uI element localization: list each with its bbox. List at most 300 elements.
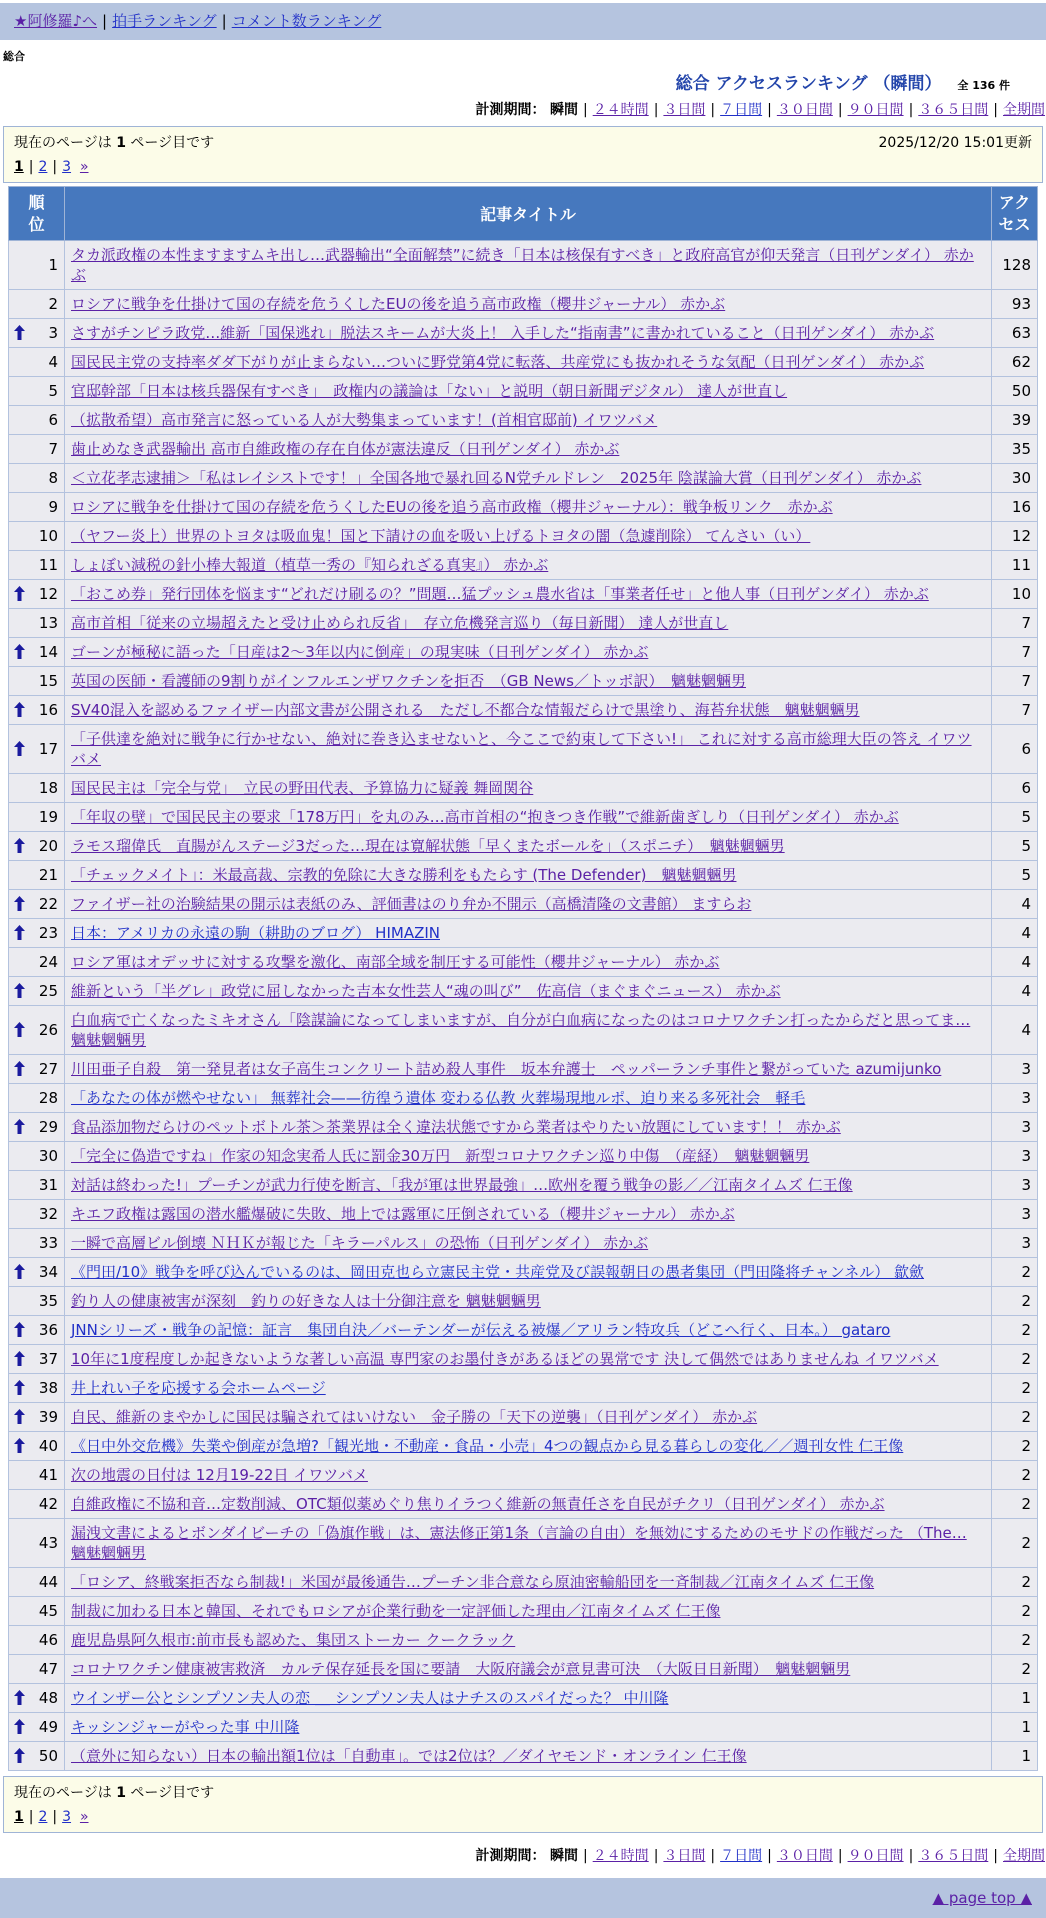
- up-arrow-icon: [14, 1264, 25, 1279]
- period-link[interactable]: ３６５日間: [918, 102, 989, 118]
- article-link[interactable]: 鹿児島県阿久根市:前市長も認めた、集団ストーカー クークラック: [71, 1631, 516, 1650]
- access-count: 3: [992, 1142, 1038, 1171]
- article-link[interactable]: キエフ政権は露国の潜水艦爆破に失敗、地上では露軍に圧倒されている（櫻井ジャーナル） 赤かぶ: [71, 1205, 735, 1224]
- rank-cell: [9, 522, 65, 551]
- article-title-cell: [65, 1432, 992, 1461]
- rank-number: 36: [38, 1321, 58, 1340]
- article-link[interactable]: （拡散希望）高市発言に怒っている人が大勢集まっています！(首相官邸前) イワツバメ: [71, 411, 658, 430]
- rank-cell: [9, 725, 65, 774]
- article-link[interactable]: 井上れい子を応援する会ホームページ: [71, 1379, 326, 1398]
- rank-cell: [9, 696, 65, 725]
- period-nav-items: [550, 1848, 1045, 1864]
- access-count: 2: [992, 1432, 1038, 1461]
- rank-number: 35: [38, 1292, 58, 1311]
- rank-number: 25: [38, 982, 58, 1001]
- up-arrow-icon: [14, 838, 25, 853]
- table-row: [9, 1287, 1038, 1316]
- article-link[interactable]: 対話は終わった!」プーチンが武力行使を断言、「我が軍は世界最強」…欧州を覆う戦争の影／／江南タイムズ 仁王像: [71, 1176, 853, 1195]
- period-link[interactable]: ７日間: [720, 1848, 763, 1865]
- article-link[interactable]: タカ派政権の本性ますますムキ出し…武器輸出“全面解禁”に続き「日本は核保有すべき」と政府高官が仰天発言（日刊ゲンダイ） 赤かぶ: [71, 246, 974, 285]
- table-row: [9, 522, 1038, 551]
- article-title-cell: [65, 861, 992, 890]
- rank-cell: [9, 1684, 65, 1713]
- separator: |: [102, 12, 108, 30]
- rank-cell: [9, 1490, 65, 1519]
- rank-number: 40: [38, 1437, 58, 1456]
- table-row: [9, 803, 1038, 832]
- separator: |: [221, 12, 227, 30]
- article-link[interactable]: 日本：アメリカの永遠の駒（耕助のブログ） HIMAZIN: [71, 924, 440, 943]
- rank-cell: [9, 832, 65, 861]
- up-arrow-icon: [14, 896, 25, 911]
- separator: |: [28, 1809, 34, 1826]
- access-count: 2: [992, 1287, 1038, 1316]
- table-row: [9, 1171, 1038, 1200]
- rank-cell: [9, 1597, 65, 1626]
- rank-cell: [9, 1742, 65, 1771]
- table-row: [9, 1432, 1038, 1461]
- article-link[interactable]: 英国の医師・看護師の9割りがインフルエンザワクチンを拒否 （GB News／トッポ訳） 魑魅魍魎男: [71, 672, 746, 691]
- top-nav: [14, 12, 381, 30]
- article-link[interactable]: （意外に知らない）日本の輸出額1位は「自動車」。では2位は？／ダイヤモンド・オンライン 仁王像: [71, 1747, 747, 1766]
- article-title-cell: [65, 1345, 992, 1374]
- access-count: 3: [992, 1229, 1038, 1258]
- separator: |: [837, 1848, 843, 1865]
- period-nav-items: [550, 102, 1045, 118]
- rank-number: 4: [48, 353, 58, 372]
- article-title-cell: [65, 1055, 992, 1084]
- article-link[interactable]: 《門田/10》戦争を呼び込んでいるのは、岡田克也ら立憲民主党・共産党及び誤報朝日の愚者集団（門田隆将チャンネル） 歙歛: [71, 1263, 925, 1282]
- article-link[interactable]: 「あなたの体が燃やせない」 無葬社会——彷徨う遺体 変わる仏教 火葬場現地ルポ、迫り来る多死社会 軽毛: [71, 1089, 806, 1108]
- table-row: [9, 890, 1038, 919]
- access-count: 6: [992, 774, 1038, 803]
- top-nav-bar: [0, 3, 1046, 40]
- access-count: 30: [992, 464, 1038, 493]
- period-link[interactable]: 全期間: [1003, 1848, 1045, 1865]
- access-count: 16: [992, 493, 1038, 522]
- ranking-table: [8, 186, 1038, 1771]
- table-row: [9, 290, 1038, 319]
- rank-number: 50: [38, 1747, 58, 1766]
- rank-cell: [9, 1316, 65, 1345]
- separator: |: [908, 1848, 914, 1865]
- rank-cell: [9, 638, 65, 667]
- separator: |: [653, 102, 659, 118]
- board-label: 総合: [3, 50, 25, 63]
- ranking-table-body: [9, 241, 1038, 1771]
- separator: |: [653, 1848, 659, 1865]
- period-nav-label: 計測期間：: [475, 1848, 546, 1865]
- article-link[interactable]: 「完全に偽造ですね」作家の知念実希人氏に罰金30万円 新型コロナワクチン巡り中傷 （産経） 魑魅魍魎男: [71, 1147, 810, 1166]
- rank-cell: [9, 1200, 65, 1229]
- period-link[interactable]: ３０日間: [776, 1848, 833, 1865]
- access-count: 50: [992, 377, 1038, 406]
- up-arrow-icon: [14, 983, 25, 998]
- article-title-cell: [65, 1113, 992, 1142]
- article-title-cell: [65, 832, 992, 861]
- article-link[interactable]: 川田亜子自殺 第一発見者は女子高生コンクリート詰め殺人事件 坂本弁護士 ペッパーランチ事件と繋がっていた azumijunko: [71, 1060, 942, 1079]
- rank-number: 47: [38, 1660, 58, 1679]
- article-title-cell: [65, 1519, 992, 1568]
- table-row: [9, 377, 1038, 406]
- period-link[interactable]: ３０日間: [776, 102, 833, 118]
- article-link[interactable]: ウインザー公とシンプソン夫人の恋 ＿ シンプソン夫人はナチスのスパイだった？ 中川隆: [71, 1689, 669, 1708]
- rank-number: 16: [38, 701, 58, 720]
- table-row: [9, 1345, 1038, 1374]
- pagination-link[interactable]: 3: [62, 1809, 72, 1826]
- article-link[interactable]: 10年に1度程度しか起きないような著しい高温 専門家のお墨付きがあるほどの異常です 決して偶然ではありませんね イワツバメ: [71, 1350, 939, 1369]
- rank-cell: [9, 435, 65, 464]
- table-row: [9, 919, 1038, 948]
- pagination-link[interactable]: 3: [62, 159, 72, 175]
- rank-number: 43: [38, 1534, 58, 1553]
- access-count: 7: [992, 609, 1038, 638]
- table-row: [9, 1403, 1038, 1432]
- access-count: 5: [992, 832, 1038, 861]
- table-row: [9, 1461, 1038, 1490]
- rank-cell: [9, 1113, 65, 1142]
- rank-cell: [9, 1655, 65, 1684]
- article-link[interactable]: ロシアに戦争を仕掛けて国の存続を危うくしたEUの後を追う高市政権（櫻井ジャーナル）：戦争板リンク 赤かぶ: [71, 498, 833, 517]
- period-link[interactable]: ９０日間: [847, 102, 904, 118]
- article-title-cell: [65, 377, 992, 406]
- table-row: [9, 609, 1038, 638]
- rank-cell: [9, 406, 65, 435]
- rank-cell: [9, 609, 65, 638]
- article-title-cell: [65, 1655, 992, 1684]
- article-title-cell: [65, 1684, 992, 1713]
- article-link[interactable]: 国民民主党の支持率ダダ下がりが止まらない…ついに野党第4党に転落、共産党にも抜かれそうな気配（日刊ゲンダイ） 赤かぶ: [71, 353, 925, 372]
- rank-cell: [9, 551, 65, 580]
- article-link[interactable]: 国民民主は「完全与党」 立民の野田代表、予算協力に疑義 舞岡関谷: [71, 779, 534, 798]
- separator: |: [908, 102, 914, 118]
- article-link[interactable]: ロシアに戦争を仕掛けて国の存続を危うくしたEUの後を追う高市政権（櫻井ジャーナル） 赤かぶ: [71, 295, 726, 314]
- period-link[interactable]: ３日間: [663, 102, 706, 118]
- article-title-cell: [65, 638, 992, 667]
- article-title-cell: [65, 1084, 992, 1113]
- period-link[interactable]: ２４時間: [592, 102, 649, 118]
- period-nav-bottom: [0, 1836, 1046, 1868]
- table-row: [9, 948, 1038, 977]
- rank-cell: [9, 1084, 65, 1113]
- current-page-text: 現在のページは 1 ページ目です: [14, 1785, 215, 1802]
- article-title-cell: [65, 609, 992, 638]
- article-title-cell: [65, 290, 992, 319]
- page-top-link[interactable]: ▲ page top ▲: [932, 1889, 1032, 1908]
- access-count: 4: [992, 948, 1038, 977]
- article-link[interactable]: 漏洩文書によるとボンダイビーチの「偽旗作戦」は、憲法修正第1条（言論の自由）を無効にするためのモサドの作戦だった （The… 魑魅魍魎男: [71, 1524, 967, 1563]
- article-link[interactable]: ロシア軍はオデッサに対する攻撃を激化、南部全域を制圧する可能性（櫻井ジャーナル） 赤かぶ: [71, 953, 720, 972]
- access-count: 2: [992, 1316, 1038, 1345]
- rank-cell: [9, 977, 65, 1006]
- article-link[interactable]: 自民、維新のまやかしに国民は騙されてはいけない 金子勝の「天下の逆襲」（日刊ゲンダイ） 赤かぶ: [71, 1408, 758, 1427]
- pagination-link[interactable]: 2: [38, 1809, 48, 1826]
- access-count: 3: [992, 1055, 1038, 1084]
- table-row: [9, 464, 1038, 493]
- article-link[interactable]: ＜立花孝志逮捕＞「私はレイシストです！」全国各地で暴れ回るN党チルドレン 2025年 陰謀論大賞（日刊ゲンダイ） 赤かぶ: [71, 469, 922, 488]
- article-title-cell: [65, 348, 992, 377]
- rank-number: 32: [38, 1205, 58, 1224]
- table-row: [9, 1316, 1038, 1345]
- page-title-text: 総合 アクセスランキング （瞬間）: [675, 74, 942, 94]
- rank-number: 19: [38, 808, 58, 827]
- rank-cell: [9, 1287, 65, 1316]
- access-count: 11: [992, 551, 1038, 580]
- period-link[interactable]: ２４時間: [592, 1848, 649, 1865]
- rank-cell: [9, 464, 65, 493]
- article-title-cell: [65, 1568, 992, 1597]
- article-link[interactable]: JNNシリーズ・戦争の記憶：証言 集団自決／バーテンダーが伝える被爆／アリラン特攻兵（どこへ行く、日本。） gataro: [71, 1321, 891, 1340]
- article-title-cell: [65, 319, 992, 348]
- top-nav-link[interactable]: 拍手ランキング: [112, 12, 217, 30]
- up-arrow-icon: [14, 1061, 25, 1076]
- article-title-cell: [65, 435, 992, 464]
- total-count: 全 136 件: [957, 79, 1010, 92]
- article-link[interactable]: 《日中外交危機》失業や倒産が急増?「観光地・不動産・食品・小売」4つの観点から見る暮らしの変化／／週刊女性 仁王像: [71, 1437, 904, 1456]
- article-link[interactable]: ラモス瑠偉氏 直腸がんステージ3だった…現在は寛解状態「早くまたボールを」（スポニチ） 魑魅魍魎男: [71, 837, 785, 856]
- rank-number: 28: [38, 1089, 58, 1108]
- access-count: 3: [992, 1084, 1038, 1113]
- article-link[interactable]: 食品添加物だらけのペットボトル茶＞茶業界は全く違法状態ですから業者はやりたい放題にしています！！ 赤かぶ: [71, 1118, 841, 1137]
- article-link[interactable]: 自維政権に不協和音…定数削減、OTC類似薬めぐり焦りイラつく維新の無責任さを自民がチクリ（日刊ゲンダイ） 赤かぶ: [71, 1495, 885, 1514]
- up-arrow-icon: [14, 644, 25, 659]
- rank-cell: [9, 493, 65, 522]
- article-title-cell: [65, 919, 992, 948]
- article-link[interactable]: 高市首相「従来の立場超えたと受け止められ反省」 存立危機発言巡り（毎日新聞） 達人が世直し: [71, 614, 729, 633]
- up-arrow-icon: [14, 702, 25, 717]
- column-header-rank: 順位: [9, 187, 65, 241]
- table-row: [9, 241, 1038, 290]
- article-link[interactable]: 釣り人の健康被害が深刻 釣りの好きな人は十分御注意を 魑魅魍魎男: [71, 1292, 541, 1311]
- separator: |: [993, 102, 998, 118]
- up-arrow-icon: [14, 1409, 25, 1424]
- up-arrow-icon: [14, 1351, 25, 1366]
- article-title-cell: [65, 1006, 992, 1055]
- rank-cell: [9, 948, 65, 977]
- table-row: [9, 493, 1038, 522]
- rank-number: 15: [38, 672, 58, 691]
- table-row: [9, 1229, 1038, 1258]
- access-count: 2: [992, 1374, 1038, 1403]
- period-link[interactable]: ３日間: [663, 1848, 706, 1865]
- top-nav-link[interactable]: コメント数ランキング: [231, 12, 382, 30]
- access-count: 63: [992, 319, 1038, 348]
- article-link[interactable]: 「チェックメイト」：米最高裁、宗教的免除に大きな勝利をもたらす (The Defender) 魑魅魍魎男: [71, 866, 737, 885]
- article-title-cell: [65, 1200, 992, 1229]
- rank-cell: [9, 1626, 65, 1655]
- article-link[interactable]: 「おこめ券」発行団体を悩ます“どれだけ刷るの？”問題…猛プッシュ農水省は「事業者任せ」と他人事（日刊ゲンダイ） 赤かぶ: [71, 585, 929, 604]
- up-arrow-icon: [14, 741, 25, 756]
- article-title-cell: [65, 948, 992, 977]
- table-row: [9, 977, 1038, 1006]
- pagination-link[interactable]: »: [79, 1809, 89, 1826]
- access-count: 2: [992, 1655, 1038, 1684]
- rank-number: 34: [38, 1263, 58, 1282]
- up-arrow-icon: [14, 1690, 25, 1705]
- article-title-cell: [65, 803, 992, 832]
- period-link[interactable]: ９０日間: [847, 1848, 904, 1865]
- table-row: [9, 1655, 1038, 1684]
- ranking-table-header: [9, 187, 1038, 241]
- period-nav-label: 計測期間：: [475, 102, 546, 118]
- rank-number: 33: [38, 1234, 58, 1253]
- article-link[interactable]: コロナワクチン健康被害救済 カルテ保存延長を国に要請 大阪府議会が意見書可決 （大阪日日新聞） 魑魅魍魎男: [71, 1660, 851, 1679]
- article-link[interactable]: キッシンジャーがやった事 中川隆: [71, 1718, 300, 1737]
- rank-cell: [9, 1519, 65, 1568]
- table-row: [9, 667, 1038, 696]
- article-link[interactable]: 維新という「半グレ」政党に屈しなかった吉本女性芸人“魂の叫び” 佐高信（まぐまぐニュース） 赤かぶ: [71, 982, 781, 1001]
- article-link[interactable]: 「年収の壁」で国民民主の要求「178万円」を丸のみ…高市首相の“抱きつき作戦”で維新歯ぎしり（日刊ゲンダイ） 赤かぶ: [71, 808, 899, 827]
- period-link[interactable]: ３６５日間: [918, 1848, 989, 1865]
- access-count: 5: [992, 861, 1038, 890]
- article-link[interactable]: 次の地震の日付は 12月19-22日 イワツバメ: [71, 1466, 368, 1485]
- rank-number: 23: [38, 924, 58, 943]
- rank-number: 41: [38, 1466, 58, 1485]
- separator: |: [710, 102, 716, 118]
- access-count: 6: [992, 725, 1038, 774]
- article-link[interactable]: （ヤフー炎上）世界のトヨタは吸血鬼！国と下請けの血を吸い上げるトヨタの闇（急遽削除） てんさい（い）: [71, 527, 811, 546]
- article-title-cell: [65, 406, 992, 435]
- article-title-cell: [65, 696, 992, 725]
- up-arrow-icon: [14, 1438, 25, 1453]
- rank-number: 2: [48, 295, 58, 314]
- table-row: [9, 861, 1038, 890]
- rank-cell: [9, 1171, 65, 1200]
- table-row: [9, 1200, 1038, 1229]
- article-link[interactable]: 「子供達を絶対に戦争に行かせない、絶対に巻き込ませないと、今ここで約束して下さい!」 これに対する高市総理大臣の答え イワツバメ: [71, 730, 972, 769]
- table-row: [9, 696, 1038, 725]
- pagination-link[interactable]: »: [79, 159, 89, 175]
- rank-cell: [9, 861, 65, 890]
- article-link[interactable]: 制裁に加わる日本と韓国、それでもロシアが企業行動を一定評価した理由／江南タイムズ 仁王像: [71, 1602, 721, 1621]
- access-count: 1: [992, 1684, 1038, 1713]
- period-link[interactable]: 全期間: [1003, 102, 1045, 118]
- top-nav-link[interactable]: ★阿修羅♪へ: [14, 12, 98, 30]
- article-title-cell: [65, 522, 992, 551]
- article-link[interactable]: SV40混入を認めるファイザー内部文書が公開される ただし不都合な情報だらけで黒塗り、海苔弁状態 魑魅魍魎男: [71, 701, 860, 720]
- article-title-cell: [65, 725, 992, 774]
- article-link[interactable]: さすがチンピラ政党…維新「国保逃れ」脱法スキームが大炎上！ 入手した“指南書”に書かれていること（日刊ゲンダイ） 赤かぶ: [71, 324, 935, 343]
- rank-number: 20: [38, 837, 58, 856]
- rank-number: 21: [38, 866, 58, 885]
- access-count: 2: [992, 1345, 1038, 1374]
- article-title-cell: [65, 1626, 992, 1655]
- up-arrow-icon: [14, 1119, 25, 1134]
- rank-cell: [9, 919, 65, 948]
- period-link[interactable]: ７日間: [720, 102, 763, 118]
- rank-cell: [9, 1006, 65, 1055]
- access-count: 93: [992, 290, 1038, 319]
- table-row: [9, 319, 1038, 348]
- separator: |: [710, 1848, 716, 1865]
- access-count: 2: [992, 1490, 1038, 1519]
- access-count: 35: [992, 435, 1038, 464]
- table-row: [9, 580, 1038, 609]
- article-title-cell: [65, 1461, 992, 1490]
- separator: |: [993, 1848, 998, 1865]
- article-link[interactable]: 「ロシア、終戦案拒否なら制裁!」米国が最後通告…プーチン非合意なら原油密輸船団を一斉制裁／江南タイムズ 仁王像: [71, 1573, 875, 1592]
- article-title-cell: [65, 977, 992, 1006]
- table-row: [9, 1490, 1038, 1519]
- access-count: 4: [992, 919, 1038, 948]
- article-title-cell: [65, 1171, 992, 1200]
- table-row: [9, 1113, 1038, 1142]
- separator: |: [52, 1809, 58, 1826]
- rank-cell: [9, 774, 65, 803]
- article-link[interactable]: 一瞬で高層ビル倒壊 ＮＨＫが報じた「キラーパルス」の恐怖（日刊ゲンダイ） 赤かぶ: [71, 1234, 649, 1253]
- table-row: [9, 435, 1038, 464]
- rank-number: 13: [38, 614, 58, 633]
- rank-number: 45: [38, 1602, 58, 1621]
- rank-number: 46: [38, 1631, 58, 1650]
- up-arrow-icon: [14, 586, 25, 601]
- table-row: [9, 348, 1038, 377]
- rank-number: 14: [38, 643, 58, 662]
- separator: |: [837, 102, 843, 118]
- access-count: 128: [992, 241, 1038, 290]
- up-arrow-icon: [14, 1322, 25, 1337]
- current-page-number: 1: [116, 1785, 126, 1802]
- article-title-cell: [65, 774, 992, 803]
- pagination-link[interactable]: 2: [38, 159, 48, 175]
- table-row: [9, 1055, 1038, 1084]
- rank-cell: [9, 1403, 65, 1432]
- pagination-current: 1: [14, 1809, 24, 1826]
- article-link[interactable]: ファイザー社の治験結果の開示は表紙のみ、評価書はのり弁か不開示（高橋清隆の文書館） ますらお: [71, 895, 752, 914]
- table-row: [9, 406, 1038, 435]
- separator: |: [767, 1848, 772, 1865]
- rank-number: 42: [38, 1495, 58, 1514]
- article-link[interactable]: ゴーンが極秘に語った「日産は2〜3年以内に倒産」の現実味（日刊ゲンダイ） 赤かぶ: [71, 643, 649, 662]
- table-row: [9, 1374, 1038, 1403]
- article-title-cell: [65, 890, 992, 919]
- article-title-cell: [65, 493, 992, 522]
- access-count: 4: [992, 1006, 1038, 1055]
- article-title-cell: [65, 1490, 992, 1519]
- access-count: 2: [992, 1597, 1038, 1626]
- page-info-panel-top: [3, 126, 1043, 183]
- article-title-cell: [65, 464, 992, 493]
- rank-cell: [9, 1713, 65, 1742]
- period-current: 瞬間: [549, 1848, 578, 1865]
- access-count: 12: [992, 522, 1038, 551]
- rank-number: 1: [48, 256, 58, 275]
- article-title-cell: [65, 1287, 992, 1316]
- article-title-cell: [65, 1316, 992, 1345]
- up-arrow-icon: [14, 1719, 25, 1734]
- article-link[interactable]: 歯止めなき武器輸出 高市自維政権の存在自体が憲法違反（日刊ゲンダイ） 赤かぶ: [71, 440, 620, 459]
- access-count: 2: [992, 1461, 1038, 1490]
- table-row: [9, 1626, 1038, 1655]
- rank-number: 31: [38, 1176, 58, 1195]
- article-link[interactable]: 官邸幹部「日本は核兵器保有すべき」 政権内の議論は「ない」と説明（朝日新聞デジタル） 達人が世直し: [71, 382, 788, 401]
- rank-cell: [9, 1142, 65, 1171]
- article-link[interactable]: しょぼい減税の針小棒大報道（植草一秀の『知られざる真実』） 赤かぶ: [71, 556, 549, 575]
- table-row: [9, 1142, 1038, 1171]
- rank-number: 27: [38, 1060, 58, 1079]
- rank-number: 18: [38, 779, 58, 798]
- rank-number: 26: [38, 1021, 58, 1040]
- rank-cell: [9, 803, 65, 832]
- table-row: [9, 1597, 1038, 1626]
- article-link[interactable]: 白血病で亡くなったミキオさん「陰謀論になってしまいますが、自分が白血病になったのはコロナワクチン打ったからだと思ってま… 魑魅魍魎男: [71, 1011, 971, 1050]
- pagination: [14, 159, 1032, 175]
- up-arrow-icon: [14, 325, 25, 340]
- page-top-bar: [0, 1878, 1046, 1918]
- rank-cell: [9, 377, 65, 406]
- article-title-cell: [65, 1374, 992, 1403]
- article-title-cell: [65, 1713, 992, 1742]
